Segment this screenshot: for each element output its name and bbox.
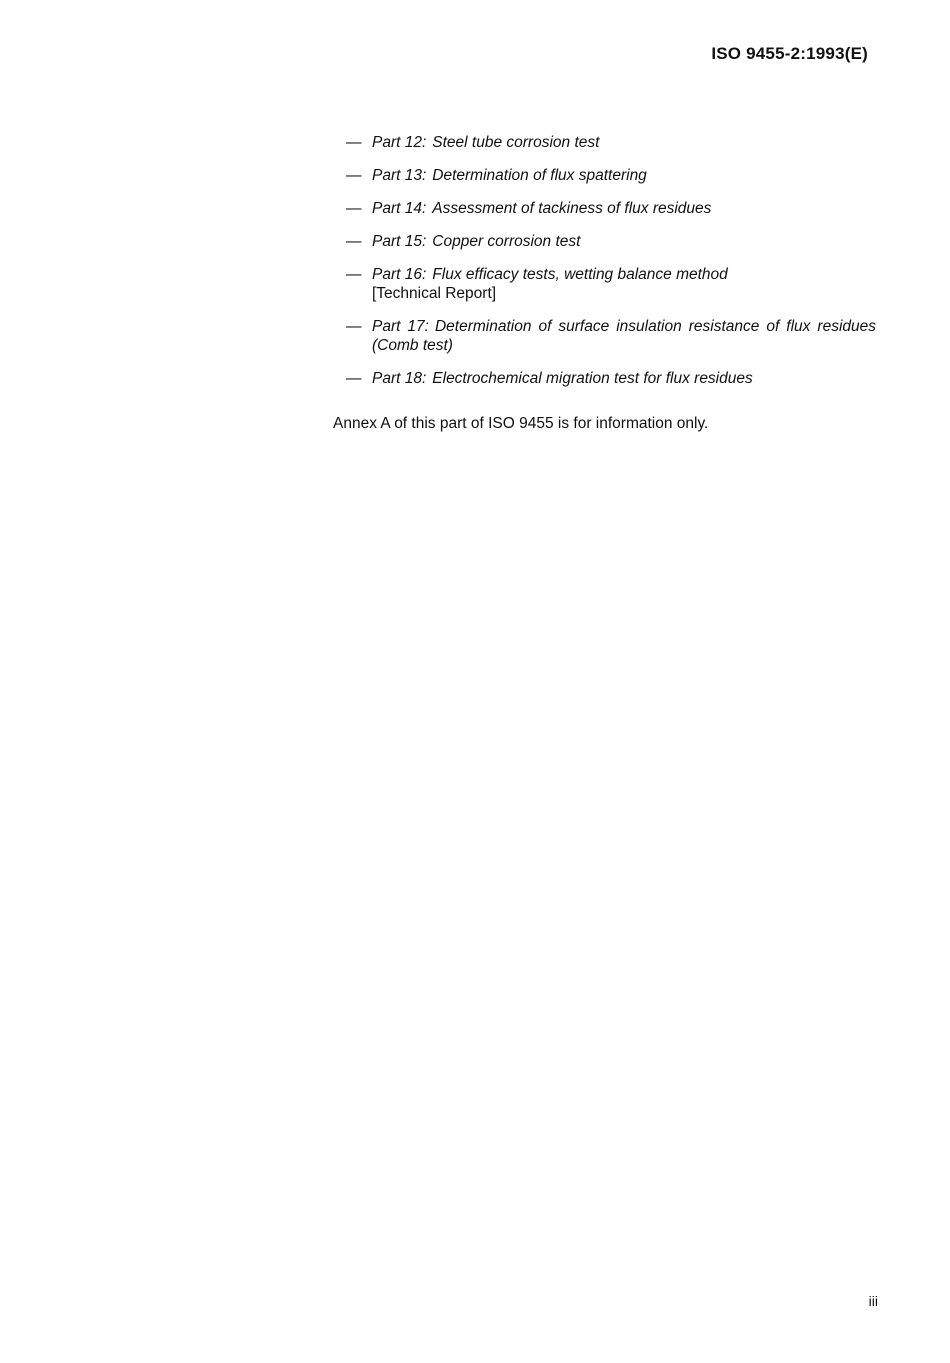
part-title: Determination of surface insulation resistance of flux residues (Comb test) <box>372 318 877 354</box>
part-number: Part 13: <box>372 167 427 184</box>
list-item-part-17 <box>346 317 876 355</box>
part-title: Assessment of tackiness of flux residues <box>432 200 712 217</box>
part-number: Part 14: <box>372 200 427 217</box>
parts-list <box>346 133 876 402</box>
part-title: Copper corrosion test <box>432 233 581 250</box>
part-number: Part 15: <box>372 233 427 250</box>
part-number: Part 16: <box>372 266 427 283</box>
part-entry <box>372 133 876 152</box>
part-entry <box>372 199 876 218</box>
list-item-part-14 <box>346 199 876 218</box>
part-entry <box>372 369 876 388</box>
part-title: Determination of flux spattering <box>432 167 647 184</box>
list-dash: — <box>346 318 362 335</box>
part-number: Part 17: <box>372 318 429 335</box>
list-item-part-13 <box>346 166 876 185</box>
list-item-part-15 <box>346 232 876 251</box>
list-item-part-12 <box>346 133 876 152</box>
list-dash: — <box>346 266 362 283</box>
list-item-part-18 <box>346 369 876 388</box>
part-title: Electrochemical migration test for flux residues <box>432 370 753 387</box>
list-dash: — <box>346 167 362 184</box>
part-title: Steel tube corrosion test <box>432 134 600 151</box>
part-number: Part 18: <box>372 370 427 387</box>
page-number: iii <box>868 1293 878 1309</box>
list-dash: — <box>346 370 362 387</box>
annex-statement: Annex A of this part of ISO 9455 is for information only. <box>333 415 709 432</box>
part-title: Flux efficacy tests, wetting balance method <box>432 266 728 283</box>
part-entry <box>372 166 876 185</box>
list-dash: — <box>346 200 362 217</box>
list-dash: — <box>346 134 362 151</box>
list-item-part-16 <box>346 265 876 303</box>
part-entry <box>372 232 876 251</box>
part-number: Part 12: <box>372 134 427 151</box>
part-note: [Technical Report] <box>372 285 497 302</box>
part-entry <box>372 265 876 303</box>
list-dash: — <box>346 233 362 250</box>
part-entry <box>372 317 876 355</box>
standard-reference: ISO 9455-2:1993(E) <box>711 44 868 63</box>
